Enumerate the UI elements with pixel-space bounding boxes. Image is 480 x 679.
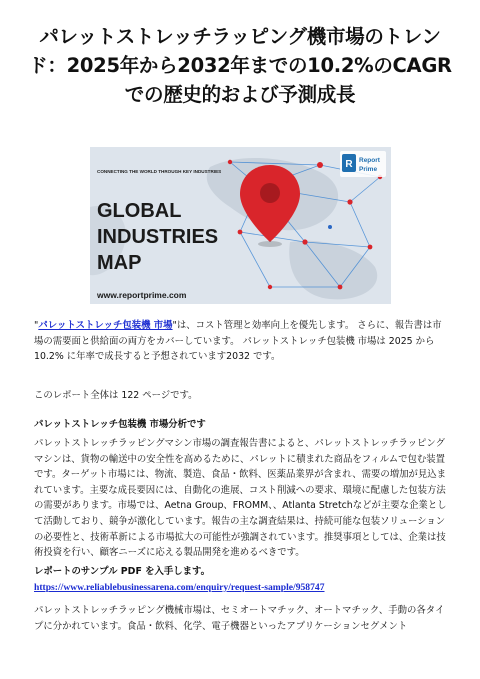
page-title: パレットストレッチラッピング機市場のトレンド：2025年から2032年までの10.2%のCAGRでの歴史的および予測成長 bbox=[28, 25, 452, 106]
close-quote: " bbox=[172, 320, 177, 331]
logo-line-1: Report bbox=[359, 157, 380, 164]
sample-label: レポートのサンプル PDF を入手します。 bbox=[34, 566, 210, 577]
market-link[interactable]: パレットストレッチ包装機 市場 bbox=[38, 320, 173, 331]
banner-url: www.reportprime.com bbox=[97, 290, 187, 300]
banner-heading-line-2: INDUSTRIES bbox=[97, 226, 219, 248]
sample-link[interactable]: https://www.reliablebusinessarena.com/enquiry/request-sample/958747 bbox=[34, 581, 325, 593]
analysis-heading: パレットストレッチ包装機 市場分析です bbox=[34, 419, 206, 430]
banner-heading-line-3: MAP bbox=[97, 252, 142, 274]
types-paragraph: パレットストレッチラッピング機械市場は、セミオートマチック、オートマチック、手動の各タイプに分かれています。食品・飲料、化学、電子機器といったアプリケーションセグメント bbox=[34, 605, 445, 632]
banner-image bbox=[90, 147, 391, 304]
page-count-text: このレポート全体は 122 ページです。 bbox=[34, 390, 198, 401]
open-quote: " bbox=[34, 320, 39, 331]
intro-text: は、コスト管理と効率向上を優先します。 さらに、報告書は市場の需要面と供給面の両方をカバーしています。 パレットストレッチ包装機 市場は 2025 から 10.2% に年率で成長すると予想されています2032 です。 bbox=[34, 320, 442, 363]
logo-line-2: Prime bbox=[359, 166, 378, 173]
intro-paragraph bbox=[34, 318, 450, 365]
sample-paragraph bbox=[34, 564, 334, 595]
analysis-paragraph: パレットストレッチラッピングマシン市場の調査報告書によると、パレットストレッチラッピングマシンは、貨物の輸送中の安全性を高めるために、パレットに積まれた商品をフィルムで包む装置です。ターゲット市場には、物流、製造、食品・飲料、医薬品業界が含まれ、需要の増加が見込まれています。主要な成長要因には、自動化の進展、コスト削減への要求、環境に配慮した包装方法の需要があります。市場では、Aetna Group、FROMM、、Atlanta Stretchなどが主要な企業として活動しており、競争が激化しています。報告の主な調査結果は、持続可能な包装ソリューションの必要性と、技術革新による市場拡大の可能性が強調されています。推奨事項としては、企業は技術投資を行い、顧客ニーズに応える製品開発を進めるべきです。 bbox=[34, 438, 447, 559]
logo-letter: R bbox=[345, 159, 353, 170]
banner-heading-line-1: GLOBAL bbox=[97, 200, 182, 222]
banner-tagline: CONNECTING THE WORLD THROUGH KEY INDUSTRIES bbox=[97, 169, 222, 174]
world-map-graphic bbox=[90, 147, 391, 304]
